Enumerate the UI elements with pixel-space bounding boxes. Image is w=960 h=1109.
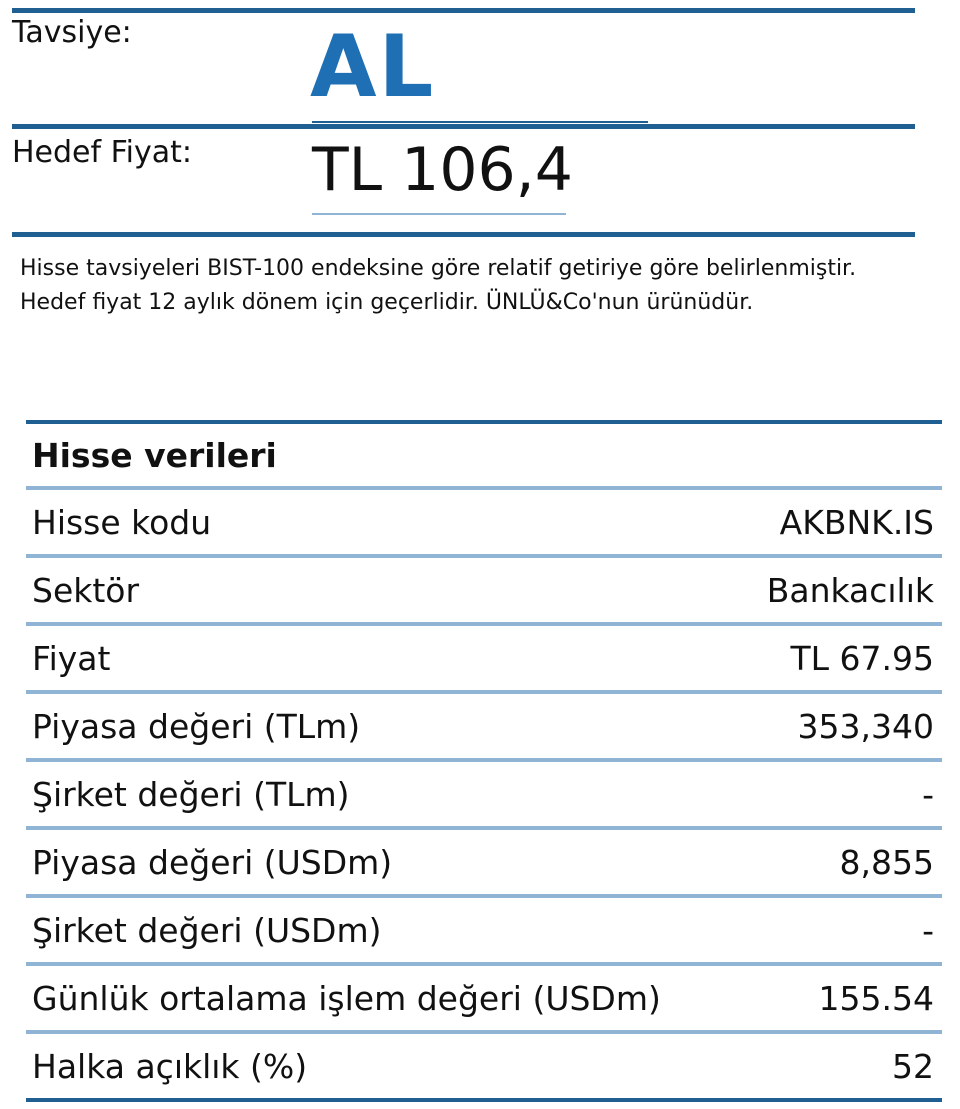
- target-price-label: Hedef Fiyat:: [12, 135, 193, 170]
- stock-data-table: [26, 420, 942, 1102]
- middle-rule: [12, 124, 915, 129]
- table-row: [26, 558, 942, 626]
- table-row: [26, 694, 942, 762]
- table-row: [26, 830, 942, 898]
- header-bottom-rule: [12, 232, 915, 237]
- row-label: Fiyat: [32, 638, 111, 678]
- stock-data-rows: [26, 490, 942, 1102]
- row-label: Piyasa değeri (USDm): [32, 842, 393, 882]
- recommendation-value: AL: [310, 17, 436, 117]
- row-label: Şirket değeri (TLm): [32, 774, 350, 814]
- disclaimer-text: Hisse tavsiyeleri BIST-100 endeksine göre relatif getiriye göre belirlenmiştir. Hedef fiyat 12 aylık dönem için geçerlidir. ÜNLÜ&Co'nun ürünüdür.: [20, 256, 857, 315]
- row-label: Piyasa değeri (TLm): [32, 706, 361, 746]
- table-row: [26, 898, 942, 966]
- row-value: TL 67.95: [790, 638, 934, 678]
- row-label: Şirket değeri (USDm): [32, 910, 382, 950]
- row-label: Sektör: [32, 570, 140, 610]
- row-value: 155.54: [818, 978, 934, 1018]
- target-price-value: TL 106,4: [312, 135, 573, 205]
- recommendation-underline: [312, 121, 648, 123]
- top-rule: [12, 8, 915, 13]
- row-label: Hisse kodu: [32, 502, 212, 542]
- row-value: 8,855: [839, 842, 934, 882]
- row-label: Günlük ortalama işlem değeri (USDm): [32, 978, 661, 1018]
- row-label: Halka açıklık (%): [32, 1046, 308, 1086]
- row-value: -: [922, 910, 934, 950]
- row-value: Bankacılık: [766, 570, 934, 610]
- row-value: 52: [892, 1046, 934, 1086]
- table-row: [26, 490, 942, 558]
- stock-data-title: Hisse verileri: [26, 420, 942, 490]
- row-value: 353,340: [797, 706, 934, 746]
- table-row: [26, 1034, 942, 1102]
- recommendation-label: Tavsiye:: [12, 15, 132, 50]
- row-value: AKBNK.IS: [779, 502, 934, 542]
- table-row: [26, 626, 942, 694]
- table-row: [26, 762, 942, 830]
- table-row: [26, 966, 942, 1034]
- row-value: -: [922, 774, 934, 814]
- target-price-underline: [312, 213, 566, 215]
